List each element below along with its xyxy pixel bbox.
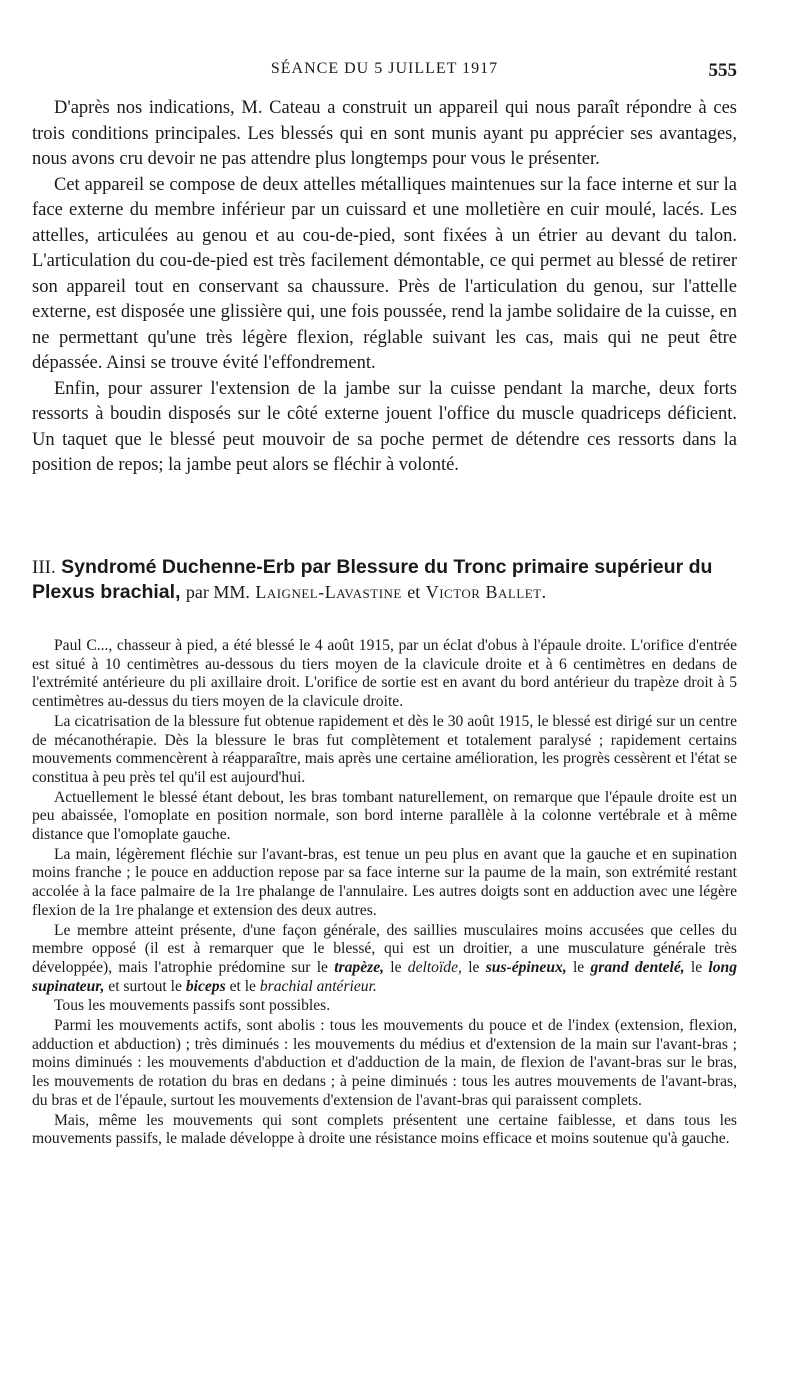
main-text: [32, 96, 737, 479]
section-title-text: Syndromé Duchenne-Erb par Blessure du Tronc primaire supérieur du Plexus brachial,: [32, 556, 713, 603]
text-run: et le: [229, 977, 256, 995]
case-paragraph: Tous les mouvements passifs sont possibles.: [54, 997, 331, 1015]
paragraph: D'après nos indications, M. Cateau a construit un appareil qui nous paraît répondre à ces trois conditions principales. Les blessés qui en sont munis ayant pu apprécier ses avantages, nous avons cru devoir ne pas attendre plus longtemps pour vous le présenter.: [32, 98, 737, 169]
muscle-name: sus-épineux,: [485, 958, 567, 976]
case-paragraph: Mais, même les mouvements qui sont complets présentent une certaine faiblesse, et dans tous les mouvements passifs, le malade développe à droite une résistance moins efficace et moins soutenue qu'à gauche.: [32, 1111, 737, 1148]
author-and: et: [407, 582, 421, 602]
case-paragraph: Parmi les mouvements actifs, sont abolis : tous les mouvements du pouce et de l'index (extension, flexion, adduction et abduction) ; très diminués : les mouvements du médius et d'extension de la main sur l'avant-bras ; moins diminués : les mouvements d'abduction et d'adduction de la main, de flexion de l'avant-bras sur le bras, les mouvements de rotation du bras en dedans ; à peine diminués : tous les autres mouvements de l'avant-bras, du bras et de l'épaule, surtout les mouvements d'extension de l'avant-bras qui paraissent complets.: [32, 1017, 737, 1109]
text-run: le: [572, 958, 585, 976]
muscle-name: deltoïde,: [407, 958, 462, 976]
text-run: Le membre atteint présente, d'une façon générale, des saillies musculaires moins accusées que celles du membre opposé (il est à remarquer que le blessé, qui est un droitier, a une musculature générale très développée), mais l'atrophie prédomine sur le: [32, 921, 737, 976]
case-paragraph: Paul C..., chasseur à pied, a été blessé le 4 août 1915, par un éclat d'obus à l'épaule droite. L'orifice d'entrée est situé à 10 centimètres au-dessous du tiers moyen de la clavicule droite et à 6 centimètres en dedans de l'extrémité antérieure du pli axillaire droit. L'orifice de sortie est en avant du bord antérieur du trapèze droit à 5 centimètres au-dessus du tiers moyen de la clavicule droite.: [32, 637, 737, 711]
section-heading: [32, 555, 737, 604]
section-by: par MM.: [185, 582, 250, 602]
case-paragraph: Actuellement le blessé étant debout, les bras tombant naturellement, on remarque que l'épaule droite est un peu abaissée, l'omoplate en position normale, son bord interne parallèle à la colonne vertébrale et à même distance que l'omoplate gauche.: [32, 788, 737, 844]
text-run: et surtout le: [108, 977, 182, 995]
running-head: SÉANCE DU 5 JUILLET 1917: [270, 60, 499, 77]
case-paragraph: [32, 922, 737, 997]
muscle-name: long supinateur,: [32, 958, 738, 995]
case-paragraph: La main, légèrement fléchie sur l'avant-bras, est tenue un peu plus en avant que la gauche et en supination moins franche ; le pouce en adduction repose par sa face interne sur la paume de la main, son extrémité restant accolée à la face palmaire de la 1re phalange de l'annulaire. Les autres doigts sont en adduction avec une légère flexion de la 1re phalange et extension des deux autres.: [32, 845, 737, 919]
text-run: le: [690, 958, 703, 976]
muscle-name: biceps: [185, 977, 226, 995]
author-1: Laignel-Lavastine: [255, 582, 402, 602]
case-report: [32, 637, 737, 1149]
author-2: Victor Ballet.: [425, 582, 547, 602]
muscle-name: trapèze,: [334, 958, 385, 976]
muscle-name: brachial antérieur.: [259, 977, 377, 995]
text-run: le: [390, 958, 402, 976]
muscle-name: grand dentelé,: [590, 958, 685, 976]
text-run: le: [468, 958, 480, 976]
paragraph: Enfin, pour assurer l'extension de la jambe sur la cuisse pendant la marche, deux forts ressorts à boudin disposés sur le côté externe jouent l'office du muscle quadriceps déficient. Un taquet que le blessé peut mouvoir de sa poche permet de détendre ces ressorts dans la position de repos; la jambe peut alors se fléchir à volonté.: [32, 378, 737, 475]
page-number: 555: [708, 60, 737, 81]
case-paragraph: La cicatrisation de la blessure fut obtenue rapidement et dès le 30 août 1915, le blessé est dirigé sur un centre de mécanothérapie. Dès la blessure le bras fut complètement et totalement paralysé ; rapidement certains mouvements commencèrent à réapparaître, mais après une certaine amélioration, les progrès cessèrent et l'état se constitua à peu près tel qu'il est aujourd'hui.: [32, 712, 737, 786]
paragraph: Cet appareil se compose de deux attelles métalliques maintenues sur la face interne et sur la face externe du membre inférieur par un cuissard et une molletière en cuir moulé, lacés. Les attelles, articulées au genou et au cou-de-pied, sont fixées à un étrier au devant du talon. L'articulation du cou-de-pied est très facilement démontable, ce qui permet au blessé de retirer son appareil tout en conservant sa chaussure. Près de l'articulation du genou, sur l'attelle externe, est disposée une glissière qui, une fois poussée, rend la jambe solidaire de la cuisse, en ne permettant qu'une très légère flexion, réglable suivant les cas, mais qui ne peut être dépassée. Ainsi se trouve évité l'effondrement.: [32, 174, 737, 373]
page-header: [32, 60, 737, 84]
section-number: III.: [32, 557, 56, 578]
section-title: [32, 555, 737, 604]
